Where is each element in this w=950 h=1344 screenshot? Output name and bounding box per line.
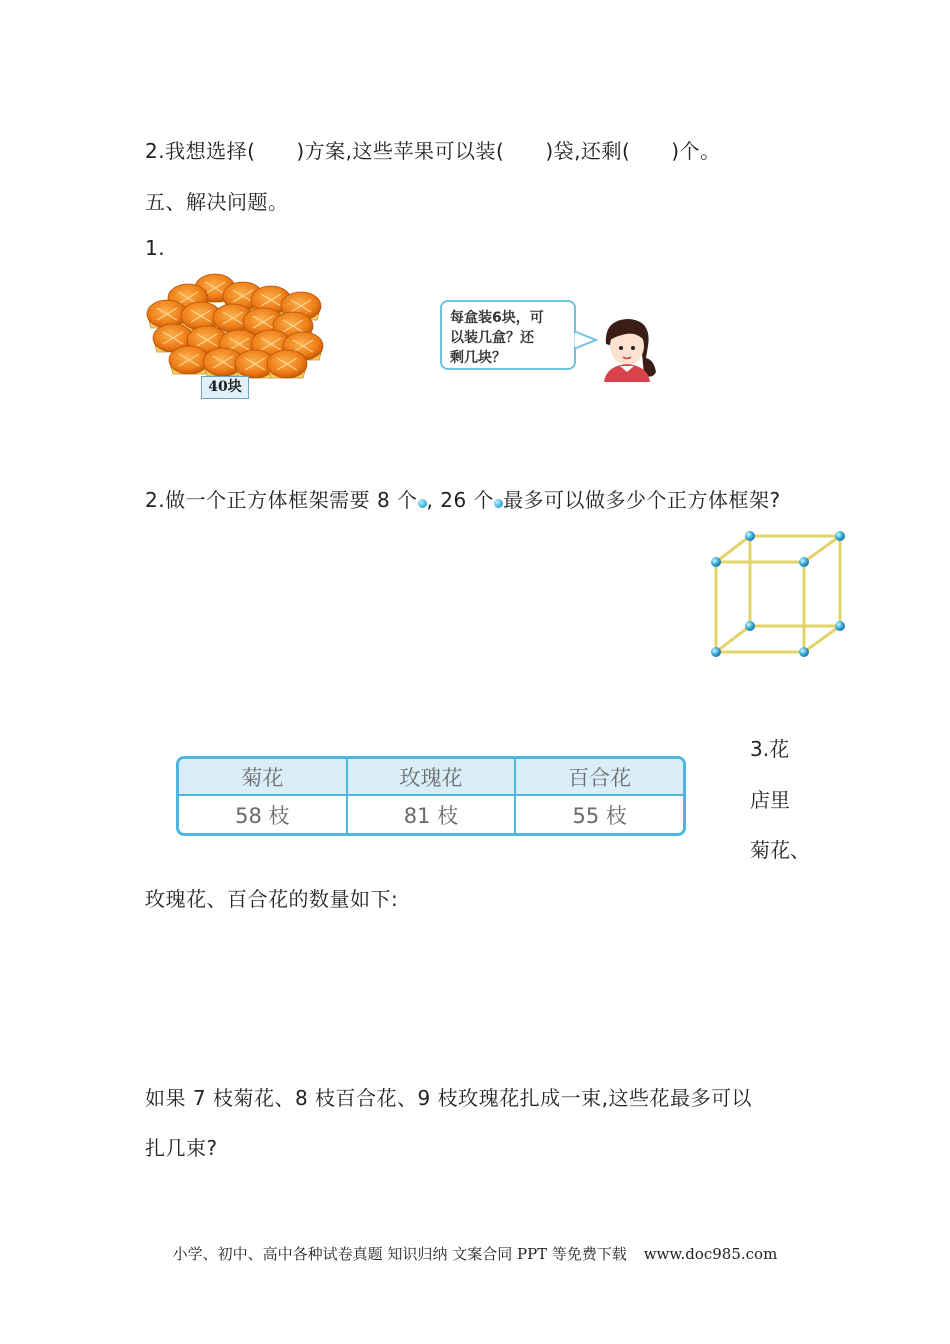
speech-bubble: [440, 300, 576, 370]
table-cell: 55 枝: [514, 796, 683, 833]
bubble-line: 以装几盒？还: [450, 330, 534, 346]
page-footer: [0, 1243, 950, 1264]
mooncake-pile-image: [143, 266, 328, 384]
ball-icon: [494, 499, 503, 508]
girl-icon: [596, 314, 660, 382]
bubble-tail: [574, 330, 598, 350]
problem-2-text-a: 2.做一个正方体框架需要 8 个: [145, 488, 418, 512]
problem-1-label: 1.: [145, 236, 166, 260]
table-header-cell: 菊花: [241, 765, 284, 790]
cube-ball: [711, 557, 721, 567]
table-cell: 81 枝: [346, 796, 515, 833]
cube-ball: [835, 531, 845, 541]
flower-count-table: [176, 756, 686, 836]
problem-2-text-b: , 26 个: [426, 488, 495, 512]
bubble-line: 每盒装6块，可: [450, 310, 544, 326]
cube-ball: [745, 531, 755, 541]
section-5-heading: 五、解决问题。: [145, 190, 289, 214]
cube-ball: [835, 621, 845, 631]
problem-3-question: 如果 7 枝菊花、8 枝百合花、9 枝玫瑰花扎成一束,这些花最多可以: [145, 1086, 752, 1110]
table-row: [179, 796, 683, 833]
cube-ball: [799, 557, 809, 567]
footer-text: 小学、初中、高中各种试卷真题 知识归纳 文案合同 PPT 等免费下载: [172, 1245, 627, 1263]
bubble-line: 剩几块？: [450, 350, 506, 366]
problem-3-side-text: 菊花、: [750, 838, 810, 862]
cube-ball: [711, 647, 721, 657]
problem-3-continuation: 玫瑰花、百合花的数量如下:: [145, 887, 399, 911]
problem-3-question: 扎几束?: [145, 1136, 218, 1160]
table-cell: 58 枝: [235, 803, 290, 828]
table-header-cell: 玫瑰花: [346, 759, 515, 794]
cake-count-tag: 40块: [201, 376, 249, 399]
ball-icon: [418, 499, 427, 508]
footer-url[interactable]: www.doc985.com: [643, 1245, 778, 1263]
table-header-cell: 百合花: [514, 759, 683, 794]
q2-choose-line: 2.我想选择( )方案,这些苹果可以装( )袋,还剩( )个。: [145, 139, 721, 163]
problem-2-text-c: 最多可以做多少个正方体框架?: [503, 488, 781, 512]
cube-frame-image: [700, 524, 860, 664]
problem-3-side-text: 店里: [750, 788, 790, 812]
problem-2-line: [145, 484, 781, 513]
cube-ball: [745, 621, 755, 631]
table-header-row: [179, 759, 683, 796]
problem-3-side-text: 3.花: [750, 737, 790, 761]
cube-ball: [799, 647, 809, 657]
